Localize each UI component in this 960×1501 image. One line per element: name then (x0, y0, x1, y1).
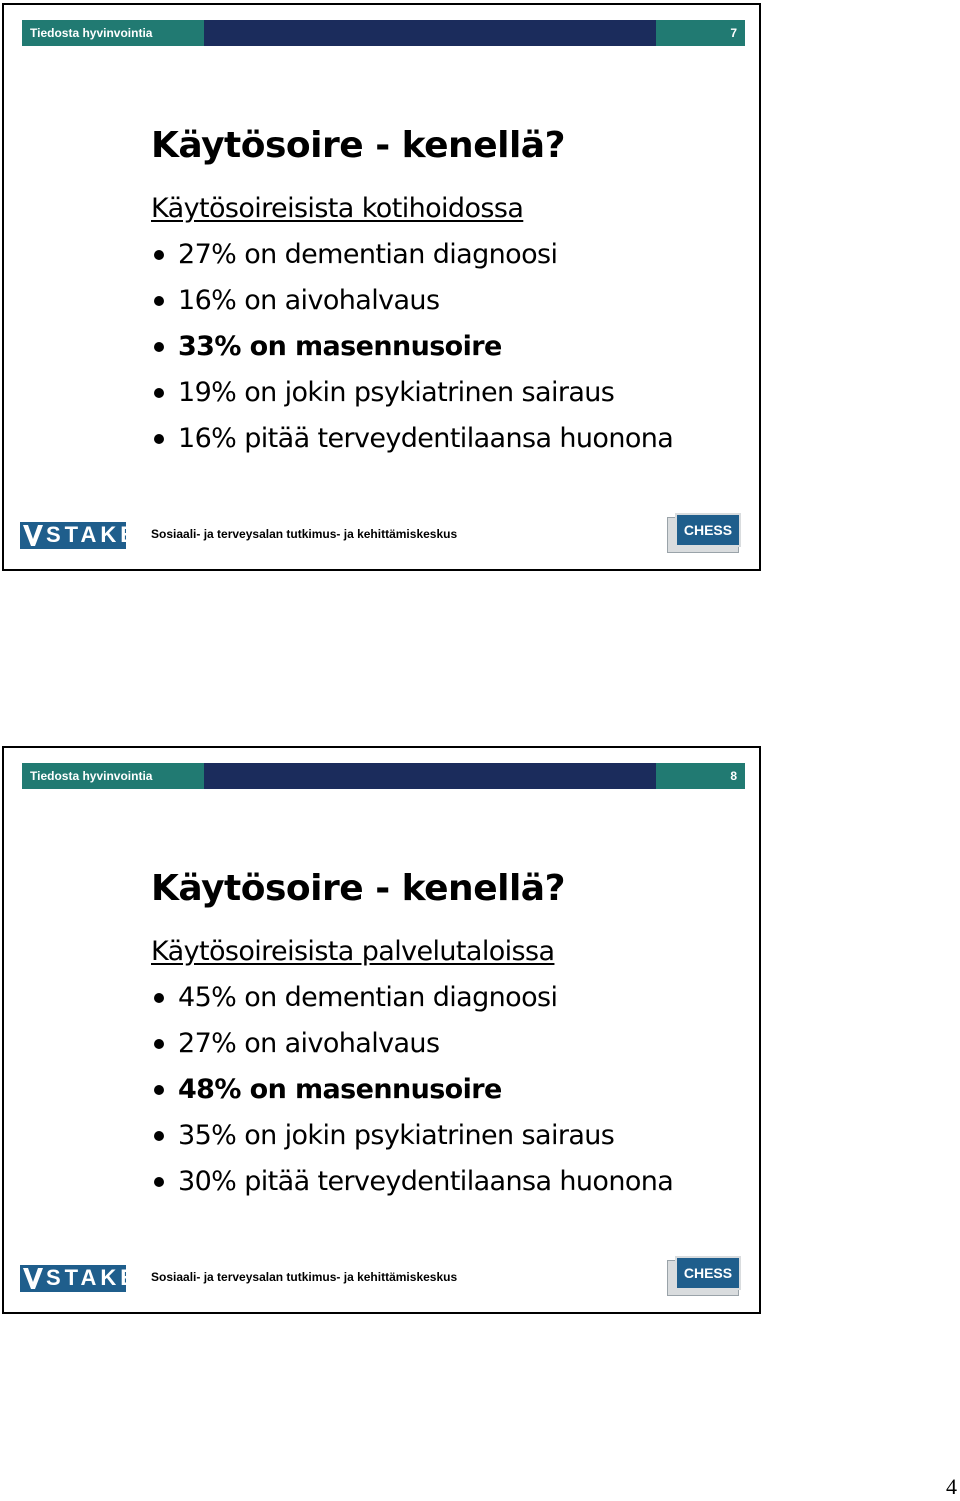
stakes-logo-text: STAKES (46, 1265, 158, 1290)
bullet-text: 19% on jokin psykiatrinen sairaus (178, 377, 615, 408)
bullet-item (151, 330, 673, 376)
bullet-icon (154, 993, 164, 1003)
bullet-item (151, 1165, 673, 1211)
bullet-text: 33% on masennusoire (178, 331, 502, 362)
bullet-item (151, 1073, 673, 1119)
stakes-logo-text: STAKES (46, 522, 158, 547)
stakes-logo (20, 522, 158, 549)
bullet-text: 35% on jokin psykiatrinen sairaus (178, 1120, 615, 1151)
bullet-text: 16% on aivohalvaus (178, 285, 440, 316)
bullet-text: 27% on aivohalvaus (178, 1028, 440, 1059)
slide-title: Käytösoire - kenellä? (151, 868, 565, 909)
stakes-v-icon (23, 1268, 43, 1289)
bullet-item (151, 1119, 673, 1165)
chess-logo (667, 1256, 743, 1296)
slide-title: Käytösoire - kenellä? (151, 125, 565, 166)
slide-subtitle: Käytösoireisista palvelutaloissa (151, 936, 555, 967)
bullet-icon (154, 388, 164, 398)
slide-subtitle: Käytösoireisista kotihoidossa (151, 193, 524, 224)
stakes-v-icon (23, 525, 43, 546)
bullet-icon (154, 296, 164, 306)
chess-logo (667, 513, 743, 553)
bullet-icon (154, 1177, 164, 1187)
chess-logo-text: CHESS (675, 513, 741, 547)
bullet-text: 30% pitää terveydentilaansa huonona (178, 1166, 674, 1197)
bullet-item (151, 1027, 673, 1073)
slide-header-bar (22, 763, 745, 789)
bullet-icon (154, 250, 164, 260)
bullet-icon (154, 1039, 164, 1049)
bullet-item (151, 981, 673, 1027)
bullet-list (151, 238, 673, 468)
bullet-item (151, 422, 673, 468)
bullet-text: 45% on dementian diagnoosi (178, 982, 558, 1013)
slide-8 (2, 746, 761, 1314)
slide-header-bar (22, 20, 745, 46)
bullet-icon (154, 434, 164, 444)
bullet-text: 48% on masennusoire (178, 1074, 502, 1105)
bullet-item (151, 284, 673, 330)
page-number: 4 (946, 1474, 957, 1499)
bullet-item (151, 238, 673, 284)
footer-text: Sosiaali- ja terveysalan tutkimus- ja kehittämiskeskus (151, 1270, 458, 1284)
slide-number: 7 (656, 20, 745, 46)
chess-logo-text: CHESS (675, 1256, 741, 1290)
footer-text: Sosiaali- ja terveysalan tutkimus- ja kehittämiskeskus (151, 527, 458, 541)
bullet-icon (154, 1085, 164, 1095)
header-title: Tiedosta hyvinvointia (22, 20, 204, 46)
bullet-text: 16% pitää terveydentilaansa huonona (178, 423, 674, 454)
bullet-list (151, 981, 673, 1211)
bullet-item (151, 376, 673, 422)
bullet-text: 27% on dementian diagnoosi (178, 239, 558, 270)
stakes-logo (20, 1265, 158, 1292)
header-title: Tiedosta hyvinvointia (22, 763, 204, 789)
bullet-icon (154, 1131, 164, 1141)
bullet-icon (154, 342, 164, 352)
slide-7 (2, 3, 761, 571)
slide-number: 8 (656, 763, 745, 789)
